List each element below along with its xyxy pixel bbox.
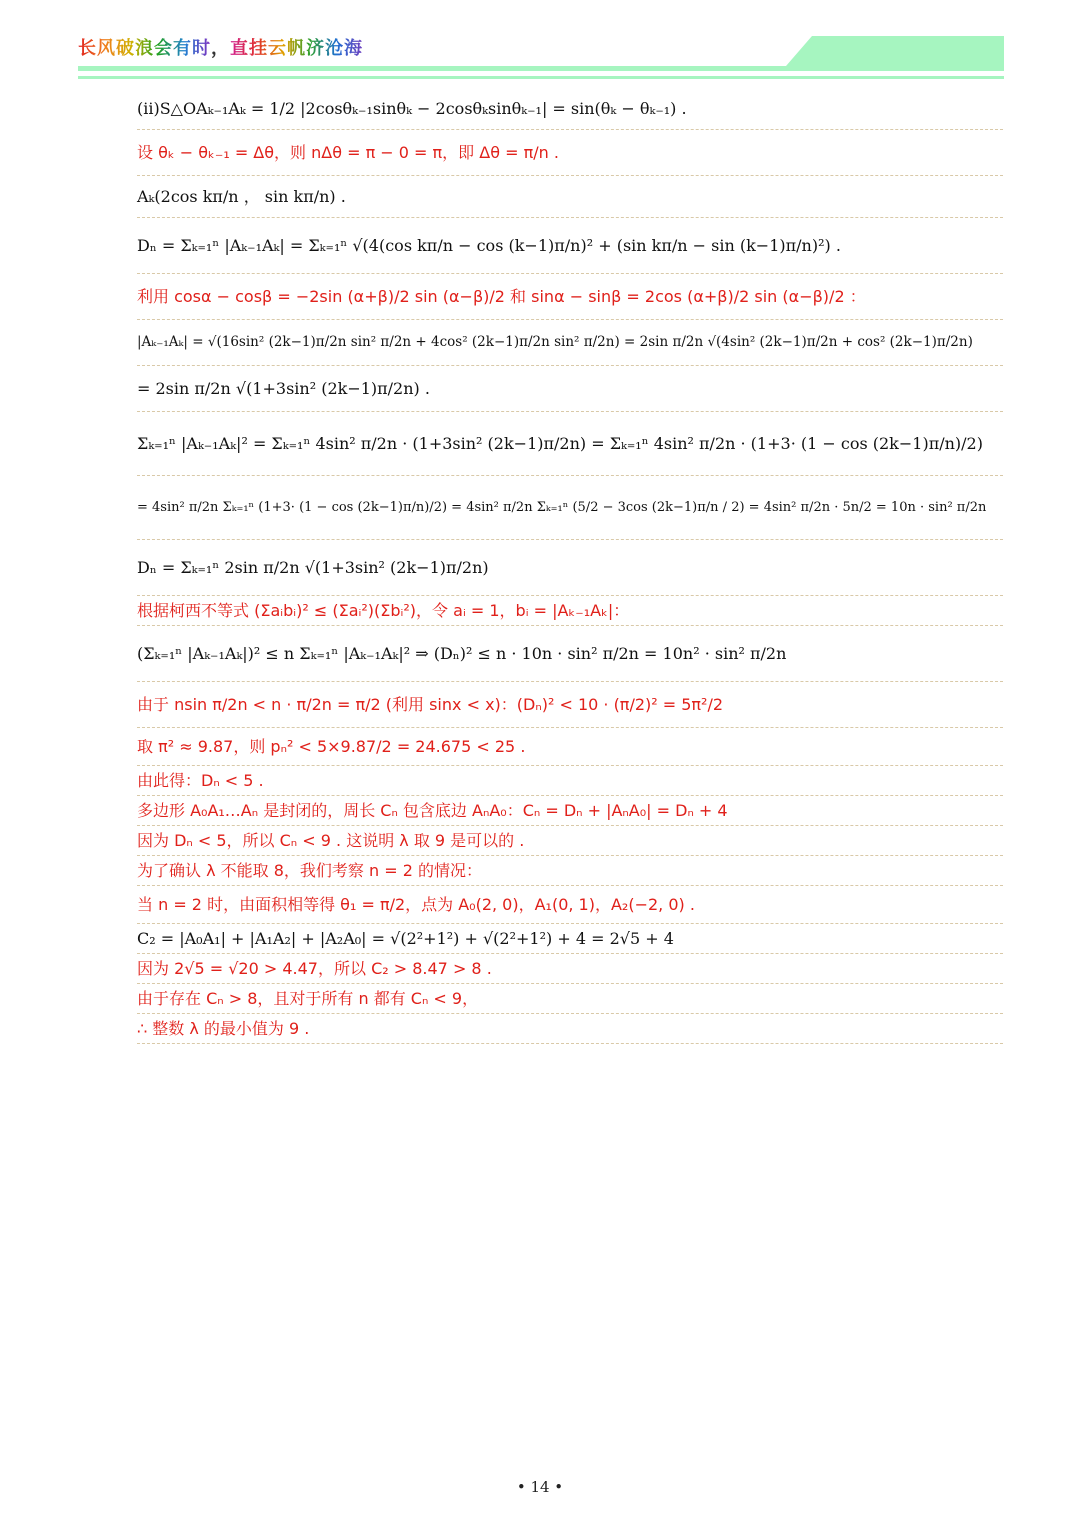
solution-line xyxy=(137,596,1003,626)
solution-line-text: 由此得：Dₙ < 5 . xyxy=(137,770,264,790)
solution-line-text: 由于存在 Cₙ > 8，且对于所有 n 都有 Cₙ < 9， xyxy=(137,988,479,1008)
header-decoration xyxy=(0,0,1080,90)
page-header xyxy=(0,0,1080,90)
solution-line-text: Σₖ₌₁ⁿ |Aₖ₋₁Aₖ|² = Σₖ₌₁ⁿ 4sin² π/2n · (1+3sin² (2k−1)π/2n) = Σₖ₌₁ⁿ 4sin² π/2n · (1+3· (1 − cos (2k−1)π/n)/2) xyxy=(137,433,983,453)
solution-line xyxy=(137,796,1003,826)
solution-line-text: ∴ 整数 λ 的最小值为 9 . xyxy=(137,1018,310,1038)
solution-line-text: 因为 Dₙ < 5，所以 Cₙ < 9 . 这说明 λ 取 9 是可以的 . xyxy=(137,830,525,850)
solution-line-text: Aₖ(2cos kπ/n ， sin kπ/n) . xyxy=(137,186,346,206)
solution-line-text: |Aₖ₋₁Aₖ| = √(16sin² (2k−1)π/2n sin² π/2n + 4cos² (2k−1)π/2n sin² π/2n) = 2sin π/2n √(4sin² (2k−1)π/2n + cos² (2k−1)π/2n) xyxy=(137,334,973,351)
solution-line xyxy=(137,984,1003,1014)
header-motto-part1: 长风破浪会有时 xyxy=(78,38,211,59)
header-rule-thick xyxy=(78,66,1004,71)
solution-line xyxy=(137,130,1003,176)
solution-line-text: 根据柯西不等式 (Σaᵢbᵢ)² ≤ (Σaᵢ²)(Σbᵢ²)，令 aᵢ = 1，bᵢ = |Aₖ₋₁Aₖ|： xyxy=(137,600,630,620)
solution-line xyxy=(137,412,1003,476)
solution-line xyxy=(137,826,1003,856)
solution-line-text: Dₙ = Σₖ₌₁ⁿ |Aₖ₋₁Aₖ| = Σₖ₌₁ⁿ √(4(cos kπ/n − cos (k−1)π/n)² + (sin kπ/n − sin (k−1)π/n)²) . xyxy=(137,235,841,255)
solution-line-text: 取 π² ≈ 9.87，则 pₙ² < 5×9.87/2 = 24.675 < 25 . xyxy=(137,736,526,756)
solution-line-text: C₂ = |A₀A₁| + |A₁A₂| + |A₂A₀| = √(2²+1²) + √(2²+1²) + 4 = 2√5 + 4 xyxy=(137,928,674,948)
page-number: • 14 • xyxy=(516,1478,564,1496)
solution-line xyxy=(137,218,1003,274)
solution-line xyxy=(137,540,1003,596)
solution-line-text: 由于 nsin π/2n < n · π/2n = π/2 (利用 sinx < x)：(Dₙ)² < 10 · (π/2)² = 5π²/2 xyxy=(137,694,724,714)
solution-line-text: Dₙ = Σₖ₌₁ⁿ 2sin π/2n √(1+3sin² (2k−1)π/2n) xyxy=(137,557,489,577)
solution-line xyxy=(137,176,1003,218)
solution-line-text: 当 n = 2 时，由面积相等得 θ₁ = π/2，点为 A₀(2, 0)，A₁(0, 1)，A₂(−2, 0) . xyxy=(137,894,695,914)
header-motto-part2: 直挂云帆济沧海 xyxy=(230,38,363,59)
solution-line xyxy=(137,1014,1003,1044)
solution-line-text: (ii)S△OAₖ₋₁Aₖ = 1/2 |2cosθₖ₋₁sinθₖ − 2cosθₖsinθₖ₋₁| = sin(θₖ − θₖ₋₁) . xyxy=(137,98,687,118)
solution-line-text: (Σₖ₌₁ⁿ |Aₖ₋₁Aₖ|)² ≤ n Σₖ₌₁ⁿ |Aₖ₋₁Aₖ|² ⇒ (Dₙ)² ≤ n · 10n · sin² π/2n = 10n² · sin² π/2n xyxy=(137,643,787,663)
solution-line xyxy=(137,366,1003,412)
solution-line-text: = 2sin π/2n √(1+3sin² (2k−1)π/2n) . xyxy=(137,378,430,398)
solution-content xyxy=(137,88,1003,1044)
header-motto-separator: ， xyxy=(211,38,230,59)
solution-line xyxy=(137,954,1003,984)
solution-line xyxy=(137,320,1003,366)
solution-line xyxy=(137,766,1003,796)
solution-line xyxy=(137,626,1003,682)
solution-line xyxy=(137,682,1003,728)
solution-line xyxy=(137,728,1003,766)
solution-line-text: 为了确认 λ 不能取 8，我们考察 n = 2 的情况： xyxy=(137,860,482,880)
solution-line xyxy=(137,88,1003,130)
solution-line xyxy=(137,476,1003,540)
solution-line xyxy=(137,856,1003,886)
solution-line xyxy=(137,274,1003,320)
header-green-banner xyxy=(786,36,1004,66)
solution-line-text: 因为 2√5 = √20 > 4.47，所以 C₂ > 8.47 > 8 . xyxy=(137,958,492,978)
solution-line xyxy=(137,886,1003,924)
solution-line xyxy=(137,924,1003,954)
solution-line-text: 利用 cosα − cosβ = −2sin (α+β)/2 sin (α−β)/2 和 sinα − sinβ = 2cos (α+β)/2 sin (α−β)/2 ： xyxy=(137,286,866,306)
solution-line-text: 多边形 A₀A₁…Aₙ 是封闭的，周长 Cₙ 包含底边 AₙA₀：Cₙ = Dₙ + |AₙA₀| = Dₙ + 4 xyxy=(137,800,728,820)
solution-line-text: 设 θₖ − θₖ₋₁ = Δθ，则 nΔθ = π − 0 = π，即 Δθ = π/n . xyxy=(137,142,559,162)
solution-line-text: = 4sin² π/2n Σₖ₌₁ⁿ (1+3· (1 − cos (2k−1)π/n)/2) = 4sin² π/2n Σₖ₌₁ⁿ (5/2 − 3cos (2k−1)π/n / 2) = 4sin² π/2n · 5n/2 = 10n · sin² π/2n xyxy=(137,499,987,515)
header-rule-thin xyxy=(78,76,1004,79)
